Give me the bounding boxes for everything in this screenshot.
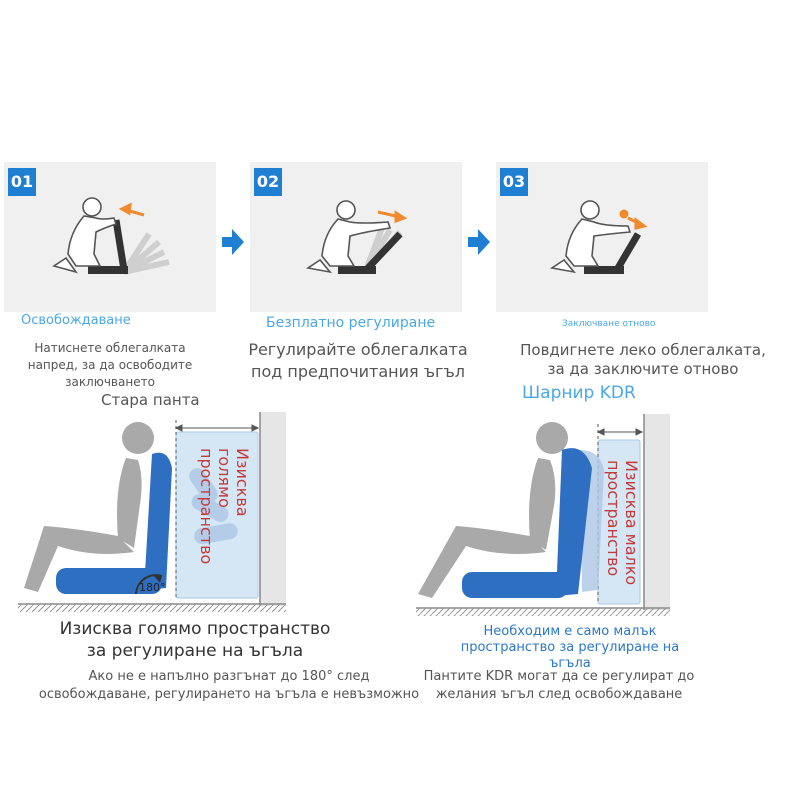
step-description-3: Повдигнете леко облегалката, за да заключите отново — [520, 341, 766, 378]
step-title-1: Освобождаване — [21, 313, 131, 328]
angle-180-label: 180° — [139, 581, 166, 594]
step-description-1: Натиснете облегалката напред, за да освободите заключването — [27, 341, 193, 389]
old-hinge-caption: Изисква голямо пространство за регулиране на ъгъла — [59, 619, 331, 661]
arrow-right-icon — [468, 229, 490, 255]
step-number-badge: 03 — [500, 168, 528, 196]
step-number-badge: 02 — [254, 168, 282, 196]
old-hinge-space-label: Изисква голямо пространство — [197, 448, 252, 565]
old-hinge-title: Стара панта — [101, 391, 200, 409]
arrow-right-icon — [222, 229, 244, 255]
kdr-hinge-subcaption: Пантите KDR могат да се регулират до желания ъгъл след освобождаване — [423, 669, 695, 702]
step-panel-3 — [496, 162, 708, 312]
step-title-2: Безплатно регулиране — [266, 315, 436, 331]
kdr-hinge-title: Шарнир KDR — [522, 383, 636, 403]
step-panel-1 — [4, 162, 216, 312]
kdr-hinge-caption: Необходим е само малък пространство за регулиране на ъгъла — [460, 624, 680, 671]
old-hinge-subcaption: Ако не е напълно разгънат до 180° след освобождаване, регулирането на ъгъла е невъзможно — [38, 669, 420, 702]
step-panel-2 — [250, 162, 462, 312]
kdr-hinge-space-label: Изисква малко пространство — [604, 460, 641, 586]
step-title-3: Заключване отново — [562, 319, 656, 329]
step-number-badge: 01 — [8, 168, 36, 196]
step-description-2: Регулирайте облегалката под предпочитания ъгъл — [248, 340, 468, 381]
